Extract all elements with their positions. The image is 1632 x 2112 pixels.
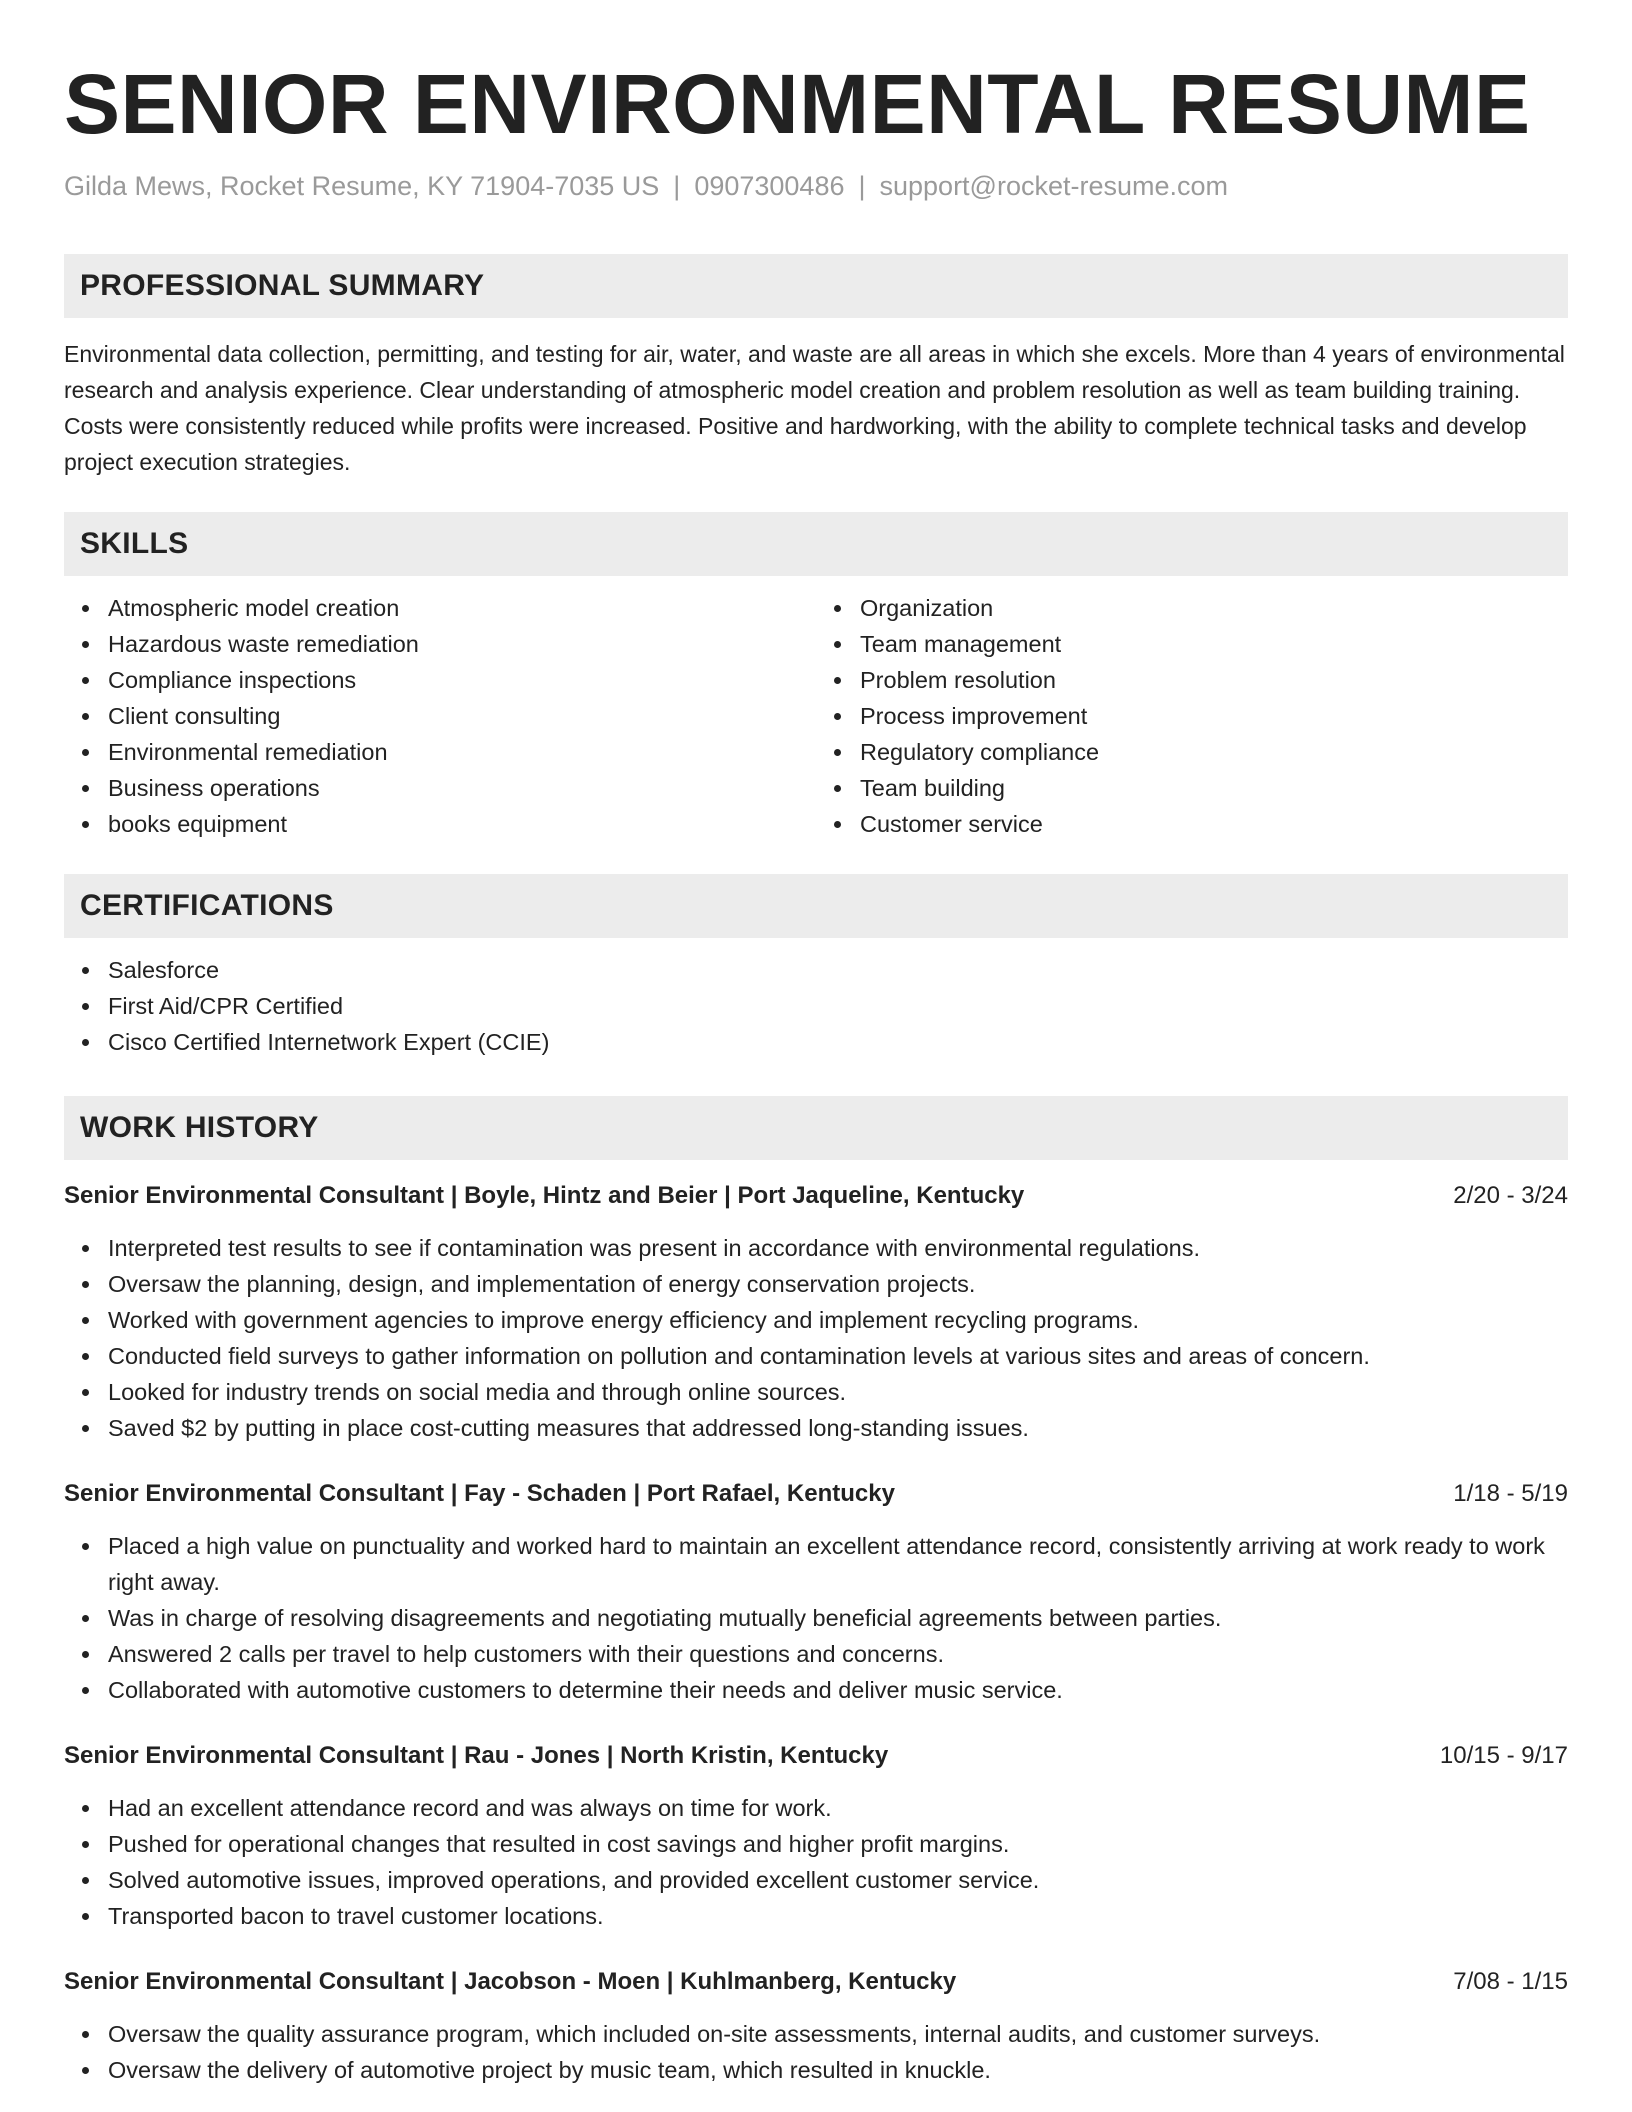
job-title: Senior Environmental Consultant | Fay - Schaden | Port Rafael, Kentucky — [64, 1480, 895, 1508]
job-bullet: Had an excellent attendance record and was always on time for work. — [108, 1790, 1568, 1826]
contact-phone: 0907300486 — [694, 171, 845, 201]
job-bullets — [64, 1790, 1568, 1934]
skill-item: Hazardous waste remediation — [108, 626, 816, 662]
job-entry — [64, 1964, 1568, 2088]
job-header — [64, 1476, 1568, 1512]
skill-item: Team management — [860, 626, 1568, 662]
contact-separator: | — [858, 171, 866, 201]
job-bullet: Pushed for operational changes that resulted in cost savings and higher profit margins. — [108, 1826, 1568, 1862]
job-bullet: Oversaw the delivery of automotive project by music team, which resulted in knuckle. — [108, 2052, 1568, 2088]
job-bullet: Collaborated with automotive customers to determine their needs and deliver music service. — [108, 1672, 1568, 1708]
job-bullet: Saved $2 by putting in place cost-cutting measures that addressed long-standing issues. — [108, 1410, 1568, 1446]
job-title: Senior Environmental Consultant | Boyle, Hintz and Beier | Port Jaqueline, Kentucky — [64, 1182, 1025, 1210]
skill-item: Compliance inspections — [108, 662, 816, 698]
job-title: Senior Environmental Consultant | Jacobson - Moen | Kuhlmanberg, Kentucky — [64, 1968, 957, 1996]
job-header — [64, 1178, 1568, 1214]
skill-item: Environmental remediation — [108, 734, 816, 770]
work-history-heading: WORK HISTORY — [64, 1096, 1568, 1160]
certification-item: First Aid/CPR Certified — [108, 988, 1568, 1024]
job-bullet: Looked for industry trends on social media and through online sources. — [108, 1374, 1568, 1410]
job-bullet: Transported bacon to travel customer locations. — [108, 1898, 1568, 1934]
job-dates: 1/18 - 5/19 — [1453, 1480, 1568, 1508]
resume-title: SENIOR ENVIRONMENTAL RESUME — [64, 57, 1531, 151]
skill-item: Client consulting — [108, 698, 816, 734]
summary-text: Environmental data collection, permitting, and testing for air, water, and waste are all areas in which she excels. More than 4 years of environmental research and analysis experience. Clear understanding of atmospheric model creation and problem resolution as well as team building training. Costs were consistently reduced while profits were increased. Positive and hardworking, with the ability to complete technical tasks and develop project execution strategies. — [64, 341, 1565, 476]
skill-item: Process improvement — [860, 698, 1568, 734]
job-bullet: Answered 2 calls per travel to help customers with their questions and concerns. — [108, 1636, 1568, 1672]
job-bullet: Placed a high value on punctuality and worked hard to maintain an excellent attendance record, consistently arriving at work ready to work right away. — [108, 1528, 1568, 1600]
job-bullet: Oversaw the quality assurance program, which included on-site assessments, internal audits, and customer surveys. — [108, 2016, 1568, 2052]
contact-address: Gilda Mews, Rocket Resume, KY 71904-7035 US — [64, 171, 660, 201]
skill-item: Customer service — [860, 806, 1568, 842]
job-bullets — [64, 1528, 1568, 1708]
skills-heading: SKILLS — [64, 512, 1568, 576]
skills-list-left — [64, 590, 816, 842]
skill-item: Team building — [860, 770, 1568, 806]
certifications-heading: CERTIFICATIONS — [64, 874, 1568, 938]
skill-item: Regulatory compliance — [860, 734, 1568, 770]
certifications-list — [64, 952, 1568, 1060]
job-bullet: Was in charge of resolving disagreements and negotiating mutually beneficial agreements between parties. — [108, 1600, 1568, 1636]
skill-item: books equipment — [108, 806, 816, 842]
job-bullet: Interpreted test results to see if contamination was present in accordance with environmental regulations. — [108, 1230, 1568, 1266]
job-header — [64, 1964, 1568, 2000]
certifications-section — [64, 874, 1568, 1060]
skills-list-right — [816, 590, 1568, 842]
skill-item: Problem resolution — [860, 662, 1568, 698]
job-entry — [64, 1476, 1568, 1708]
job-bullet: Solved automotive issues, improved operations, and provided excellent customer service. — [108, 1862, 1568, 1898]
contact-email: support@rocket-resume.com — [879, 171, 1229, 201]
job-header — [64, 1738, 1568, 1774]
skills-columns — [64, 576, 1568, 842]
skill-item: Business operations — [108, 770, 816, 806]
job-bullets — [64, 2016, 1568, 2088]
job-entry — [64, 1738, 1568, 1934]
work-history-section — [64, 1096, 1568, 2088]
certification-item: Salesforce — [108, 952, 1568, 988]
contact-separator: | — [673, 171, 681, 201]
job-bullets — [64, 1230, 1568, 1446]
contact-line — [64, 170, 1568, 202]
job-bullet: Conducted field surveys to gather information on pollution and contamination levels at various sites and areas of concern. — [108, 1338, 1568, 1374]
job-bullet: Oversaw the planning, design, and implementation of energy conservation projects. — [108, 1266, 1568, 1302]
job-entry — [64, 1178, 1568, 1446]
job-dates: 10/15 - 9/17 — [1439, 1742, 1568, 1770]
skill-item: Organization — [860, 590, 1568, 626]
skills-section — [64, 512, 1568, 842]
certification-item: Cisco Certified Internetwork Expert (CCIE) — [108, 1024, 1568, 1060]
job-title: Senior Environmental Consultant | Rau - Jones | North Kristin, Kentucky — [64, 1742, 889, 1770]
summary-heading: PROFESSIONAL SUMMARY — [64, 254, 1568, 318]
skill-item: Atmospheric model creation — [108, 590, 816, 626]
summary-section — [64, 254, 1568, 480]
job-dates: 7/08 - 1/15 — [1453, 1968, 1568, 1996]
job-dates: 2/20 - 3/24 — [1453, 1182, 1568, 1210]
job-bullet: Worked with government agencies to improve energy efficiency and implement recycling programs. — [108, 1302, 1568, 1338]
